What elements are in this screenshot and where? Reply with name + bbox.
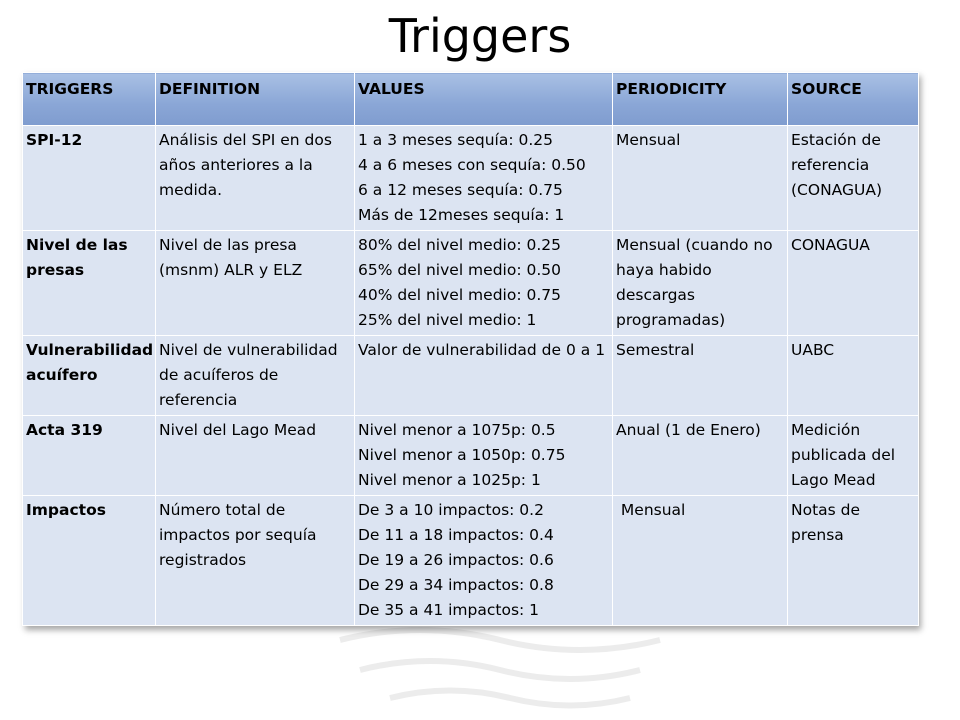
- value-line: Nivel menor a 1025p: 1: [358, 471, 541, 489]
- definition-cell: Número total de impactos por sequía registrados: [156, 496, 355, 626]
- periodicity-cell: Anual (1 de Enero): [613, 416, 788, 496]
- value-line: 80% del nivel medio: 0.25: [358, 236, 561, 254]
- values-cell: [355, 231, 613, 336]
- value-line: De 19 a 26 impactos: 0.6: [358, 551, 554, 569]
- triggers-table: [22, 72, 919, 626]
- value-line: De 35 a 41 impactos: 1: [358, 601, 540, 619]
- header-source: SOURCE: [788, 73, 919, 126]
- definition-cell: Nivel de las presa (msnm) ALR y ELZ: [156, 231, 355, 336]
- value-line: 25% del nivel medio: 1: [358, 311, 537, 329]
- source-cell: CONAGUA: [788, 231, 919, 336]
- source-cell: UABC: [788, 336, 919, 416]
- value-line: De 29 a 34 impactos: 0.8: [358, 576, 554, 594]
- values-cell: [355, 336, 613, 416]
- values-cell: [355, 126, 613, 231]
- table-row: [23, 126, 919, 231]
- periodicity-cell: Mensual (cuando no haya habido descargas programadas): [613, 231, 788, 336]
- value-line: De 11 a 18 impactos: 0.4: [358, 526, 554, 544]
- table-row: [23, 496, 919, 626]
- definition-cell: Nivel del Lago Mead: [156, 416, 355, 496]
- table-row: [23, 231, 919, 336]
- header-periodicity: PERIODICITY: [613, 73, 788, 126]
- value-line: De 3 a 10 impactos: 0.2: [358, 501, 544, 519]
- header-definition: DEFINITION: [156, 73, 355, 126]
- trigger-cell: Impactos: [23, 496, 156, 626]
- value-line: 4 a 6 meses con sequía: 0.50: [358, 156, 586, 174]
- trigger-cell: SPI-12: [23, 126, 156, 231]
- periodicity-cell: Semestral: [613, 336, 788, 416]
- header-triggers: TRIGGERS: [23, 73, 156, 126]
- source-cell: Notas de prensa: [788, 496, 919, 626]
- table-header-row: [23, 73, 919, 126]
- periodicity-cell: Mensual: [613, 126, 788, 231]
- value-line: Más de 12meses sequía: 1: [358, 206, 565, 224]
- value-line: 1 a 3 meses sequía: 0.25: [358, 131, 553, 149]
- page-title: Triggers: [388, 9, 572, 63]
- value-line: Nivel menor a 1050p: 0.75: [358, 446, 566, 464]
- source-cell: Medición publicada del Lago Mead: [788, 416, 919, 496]
- header-values: VALUES: [355, 73, 613, 126]
- definition-cell: Análisis del SPI en dos años anteriores a la medida.: [156, 126, 355, 231]
- source-cell: Estación de referencia (CONAGUA): [788, 126, 919, 231]
- trigger-cell: Vulnerabilidad acuífero: [23, 336, 156, 416]
- table-row: [23, 336, 919, 416]
- definition-cell: Nivel de vulnerabilidad de acuíferos de referencia: [156, 336, 355, 416]
- value-line: 40% del nivel medio: 0.75: [358, 286, 561, 304]
- periodicity-cell: Mensual: [613, 496, 788, 626]
- values-cell: [355, 416, 613, 496]
- table-row: [23, 416, 919, 496]
- value-line: 6 a 12 meses sequía: 0.75: [358, 181, 563, 199]
- value-line: 65% del nivel medio: 0.50: [358, 261, 561, 279]
- value-line: Valor de vulnerabilidad de 0 a 1: [358, 341, 606, 359]
- value-line: Nivel menor a 1075p: 0.5: [358, 421, 556, 439]
- values-cell: [355, 496, 613, 626]
- trigger-cell: Acta 319: [23, 416, 156, 496]
- trigger-cell: Nivel de las presas: [23, 231, 156, 336]
- triggers-table-container: [22, 72, 918, 626]
